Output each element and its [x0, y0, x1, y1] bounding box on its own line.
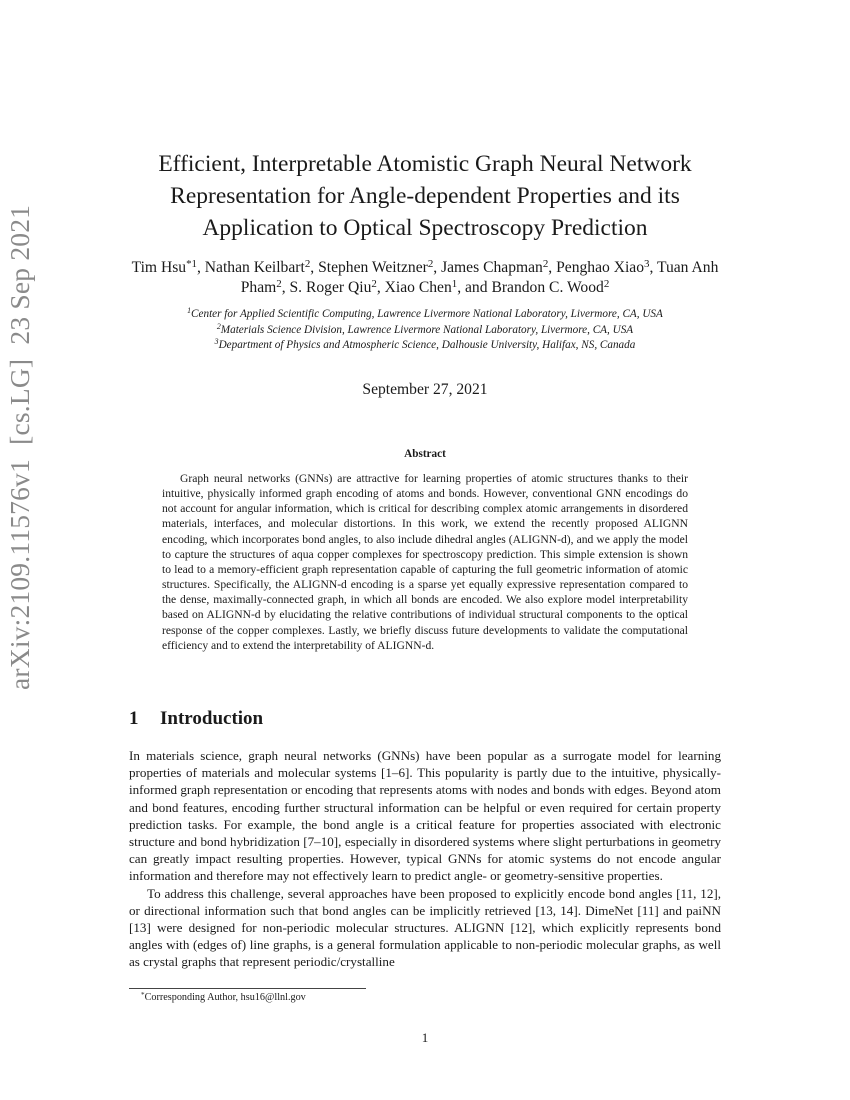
author: S. Roger Qiu$^2$ [289, 278, 377, 296]
title-line: Representation for Angle-dependent Properties and its [170, 183, 680, 209]
section-number: 1 [129, 708, 139, 729]
author: James Chapman$^2$ [441, 258, 549, 276]
abstract-heading: Abstract [404, 448, 446, 460]
affiliation: $^1$Center for Applied Scientific Computing, Lawrence Livermore National Laboratory, Livermore, CA, USA [187, 306, 663, 320]
section-title: Introduction [160, 708, 264, 729]
author: Tuan Anh Pham$^2$ [240, 259, 719, 296]
paragraph: In materials science, graph neural networks (GNNs) have been popular as a surrogate model for learning properties of materials and molecular systems [1–6]. This popularity is partly due to the intuitive, physically-informed graph representation or encoding that represents atoms with nodes and bonds with edges. Beyond atom and bond features, encoding further structural information can be helpful or even required for certain property prediction tasks. For example, the bond angle is a critical feature for properties associated with electronic structure and bond hybridization [7–10], especially in disordered systems where slight perturbations in geometry can greatly impact resulting properties. However, typical GNNs for atomic systems do not encode angular information and therefore may not effectively learn to predict angle- or geometry-sensitive properties. [129, 748, 721, 884]
author: Stephen Weitzner$^2$ [318, 258, 434, 276]
affiliation: $^2$Materials Science Division, Lawrence Livermore National Laboratory, Livermore, CA, USA [216, 321, 634, 336]
author: Xiao Chen$^1$ [384, 278, 458, 296]
author: Nathan Keilbart$^2$ [204, 258, 311, 276]
title-line: Efficient, Interpretable Atomistic Graph Neural Network [158, 151, 692, 177]
author: Penghao Xiao$^3$ [556, 258, 650, 276]
affiliation: $^3$Department of Physics and Atmospheric Science, Dalhousie University, Halifax, NS, Canada [214, 337, 636, 351]
arxiv-identifier-stamp [4, 205, 36, 690]
paper-title [100, 148, 750, 244]
footnote-mark: * [141, 990, 145, 999]
arxiv-category: [cs.LG] [4, 358, 35, 445]
paper-date: September 27, 2021 [362, 381, 488, 398]
abstract-text: Graph neural networks (GNNs) are attractive for learning properties of atomic structures thanks to their intuitive, physically informed graph encoding of atoms and bonds. However, conventional GNN encodings do not account for angular information, which is critical for describing complex atomic arrangements in disordered materials, interfaces, and molecular distortions. In this work, we extend the recently proposed ALIGNN encoding, which incorporates bond angles, to also include dihedral angles (ALIGNN-d), and we apply the model to capture the structures of aqua copper complexes for spectroscopy prediction. This simple extension is shown to lead to a memory-efficient graph representation capable of capturing the full geometric information of atomic structures. Specifically, the ALIGNN-d encoding is a sparse yet equally expressive representation compared to the dense, maximally-connected graph, in which all bonds are encoded. We also explore model interpretability based on ALIGNN-d by elucidating the relative contributions of individual structural components to the optical response of the copper complexes. Lastly, we briefly discuss future developments to validate the computational efficiency and to extend the interpretability of ALIGNN-d. [162, 472, 688, 652]
title-line: Application to Optical Spectroscopy Prediction [202, 215, 648, 241]
footnote-rule [129, 988, 366, 989]
arxiv-date: 23 Sep 2021 [4, 204, 35, 345]
author: Tim Hsu$^{*1}$ [131, 258, 197, 276]
paragraph: To address this challenge, several approaches have been proposed to explicitly encode bond angles [11, 12], or directional information such that bond angles can be implicitly retrieved [13, 14]. DimeNet [11] and paiNN [13] were designed for non-periodic molecular structures. ALIGNN [12], which explicitly represents bond angles with (edges of) line graphs, is a general formulation applicable to non-periodic molecular graphs, as well as crystal graphs that represent periodic/crystalline [129, 885, 721, 970]
page-number: 1 [421, 1030, 429, 1045]
section-heading [129, 708, 263, 730]
footnote-text: Corresponding Author, hsu16@llnl.gov [144, 992, 306, 1003]
affiliation-list [100, 307, 750, 354]
author: Brandon C. Wood$^2$ [491, 278, 610, 296]
arxiv-id: arXiv:2109.11576v1 [4, 459, 35, 690]
introduction-body [129, 747, 721, 971]
footnote [141, 992, 306, 1003]
author-list: Tim Hsu$^{*1}$, Nathan Keilbart$^2$, Stephen Weitzner$^2$, James Chapman$^2$, Penghao Xiao$^3$, Tuan Anh Pham$^2$, S. Roger Qiu$^2$, Xiao Chen$^1$, and Brandon C. Wood$^2$ [131, 258, 719, 296]
